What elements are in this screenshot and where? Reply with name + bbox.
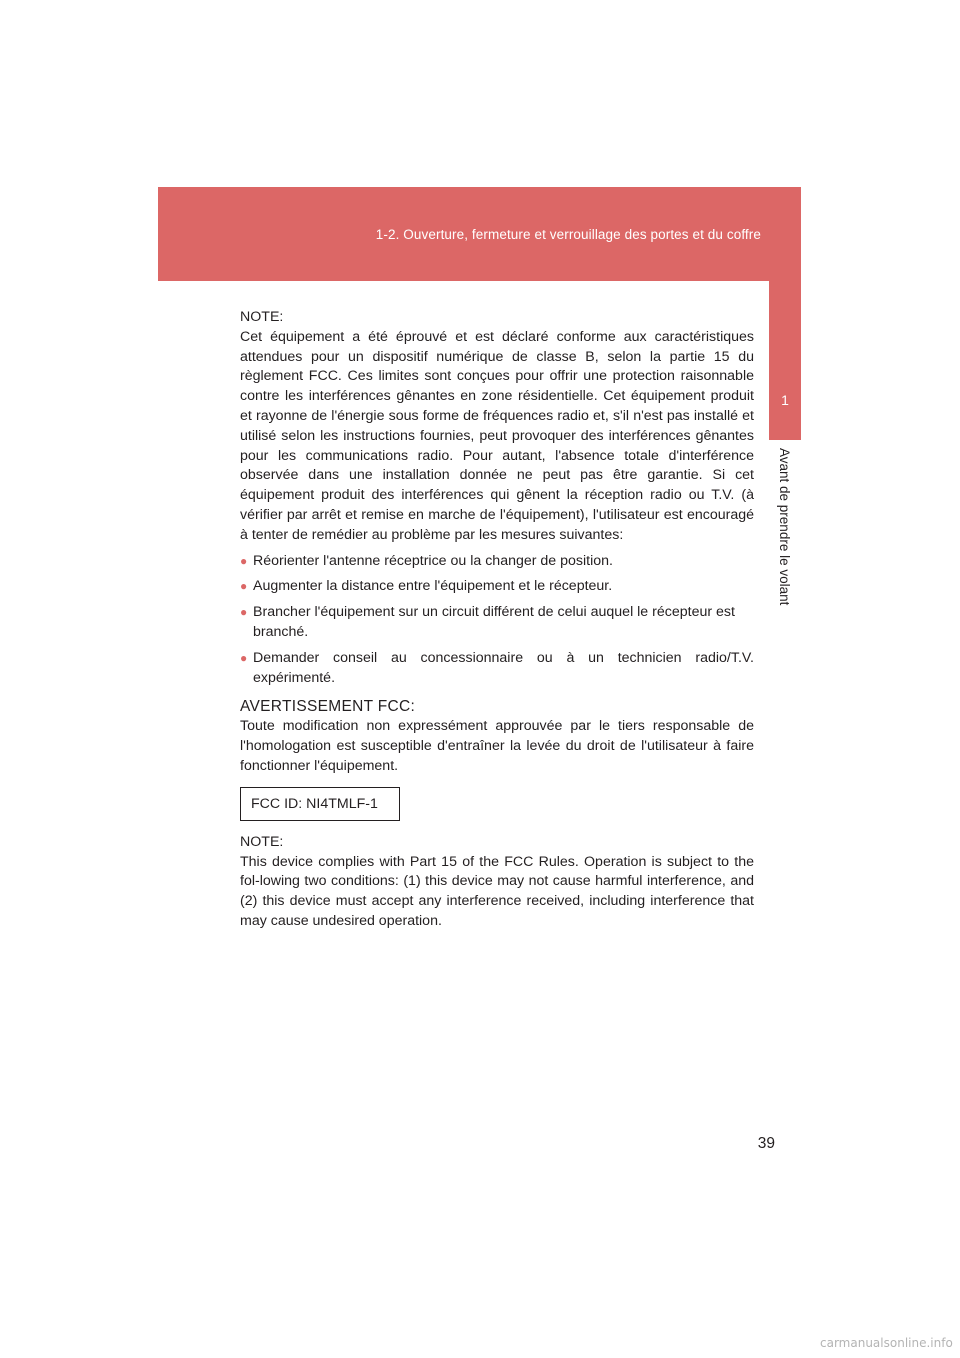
list-item [240, 552, 754, 572]
note-heading: NOTE: [240, 833, 284, 850]
list-item [240, 649, 754, 689]
watermark: carmanualsonline.info [820, 1336, 953, 1350]
page-content [240, 308, 754, 932]
bullet-icon: ● [240, 553, 248, 568]
list-item [240, 603, 754, 643]
page-number: 39 [757, 1135, 775, 1152]
list-item [240, 577, 754, 597]
bullet-icon: ● [240, 650, 248, 665]
chapter-label: Avant de prendre le volant [777, 448, 792, 606]
list-item-text: Augmenter la distance entre l'équipement et le récepteur. [253, 578, 613, 595]
fcc-id-box: FCC ID: NI4TMLF-1 [240, 787, 400, 821]
chapter-number: 1 [781, 392, 789, 408]
bullet-icon: ● [240, 605, 248, 620]
section-header [158, 187, 801, 281]
list-item-text: Réorienter l'antenne réceptrice ou la changer de position. [253, 552, 613, 569]
chapter-tab [769, 187, 801, 440]
list-item-text: Demander conseil au concessionnaire ou à un technicien radio/T.V. expérimenté. [253, 649, 754, 686]
bullet-icon: ● [240, 579, 248, 594]
note-paragraph: Cet équipement a été éprouvé et est déclaré conforme aux caractéristiques attendues pour un dispositif numérique de classe B, selon la partie 15 du règlement FCC. Ces limites sont conçues pour offrir une protection raisonnable contre les interférences gênantes en zone résidentielle. Cet équipement produit et rayonne de l'énergie sous forme de fréquences radio et, s'il n'est pas installé et utilisé selon les instructions fournies, peut provoquer des interférences gênantes pour les communications radio. Pour autant, l'absence totale d'interférence observée dans une installation donnée ne peut pas être garantie. Si cet équipement produit des interférences qui gênent la réception radio ou T.V. (à vérifier par arrêt et remise en marche de l'équipement), l'utilisateur est encouragé à tenter de remédier au problème par les mesures suivantes: [240, 328, 754, 543]
note-paragraph: This device complies with Part 15 of the FCC Rules. Operation is subject to the fol-lowing two conditions: (1) this device may not cause harmful interference, and (2) this device must accept any interference received, including interference that may cause undesired operation. [240, 853, 754, 929]
warning-heading: AVERTISSEMENT FCC: [240, 698, 416, 716]
list-item-text: Brancher l'équipement sur un circuit différent de celui auquel le récepteur est branché. [253, 604, 735, 640]
section-title: 1-2. Ouverture, fermeture et verrouillage des portes et du coffre [375, 227, 761, 242]
warning-paragraph: Toute modification non expressément approuvée par le tiers responsable de l'homologation est susceptible d'entraîner la levée du droit de l'utilisateur à faire fonctionner l'équipement. [240, 718, 754, 774]
note-heading: NOTE: [240, 309, 284, 325]
